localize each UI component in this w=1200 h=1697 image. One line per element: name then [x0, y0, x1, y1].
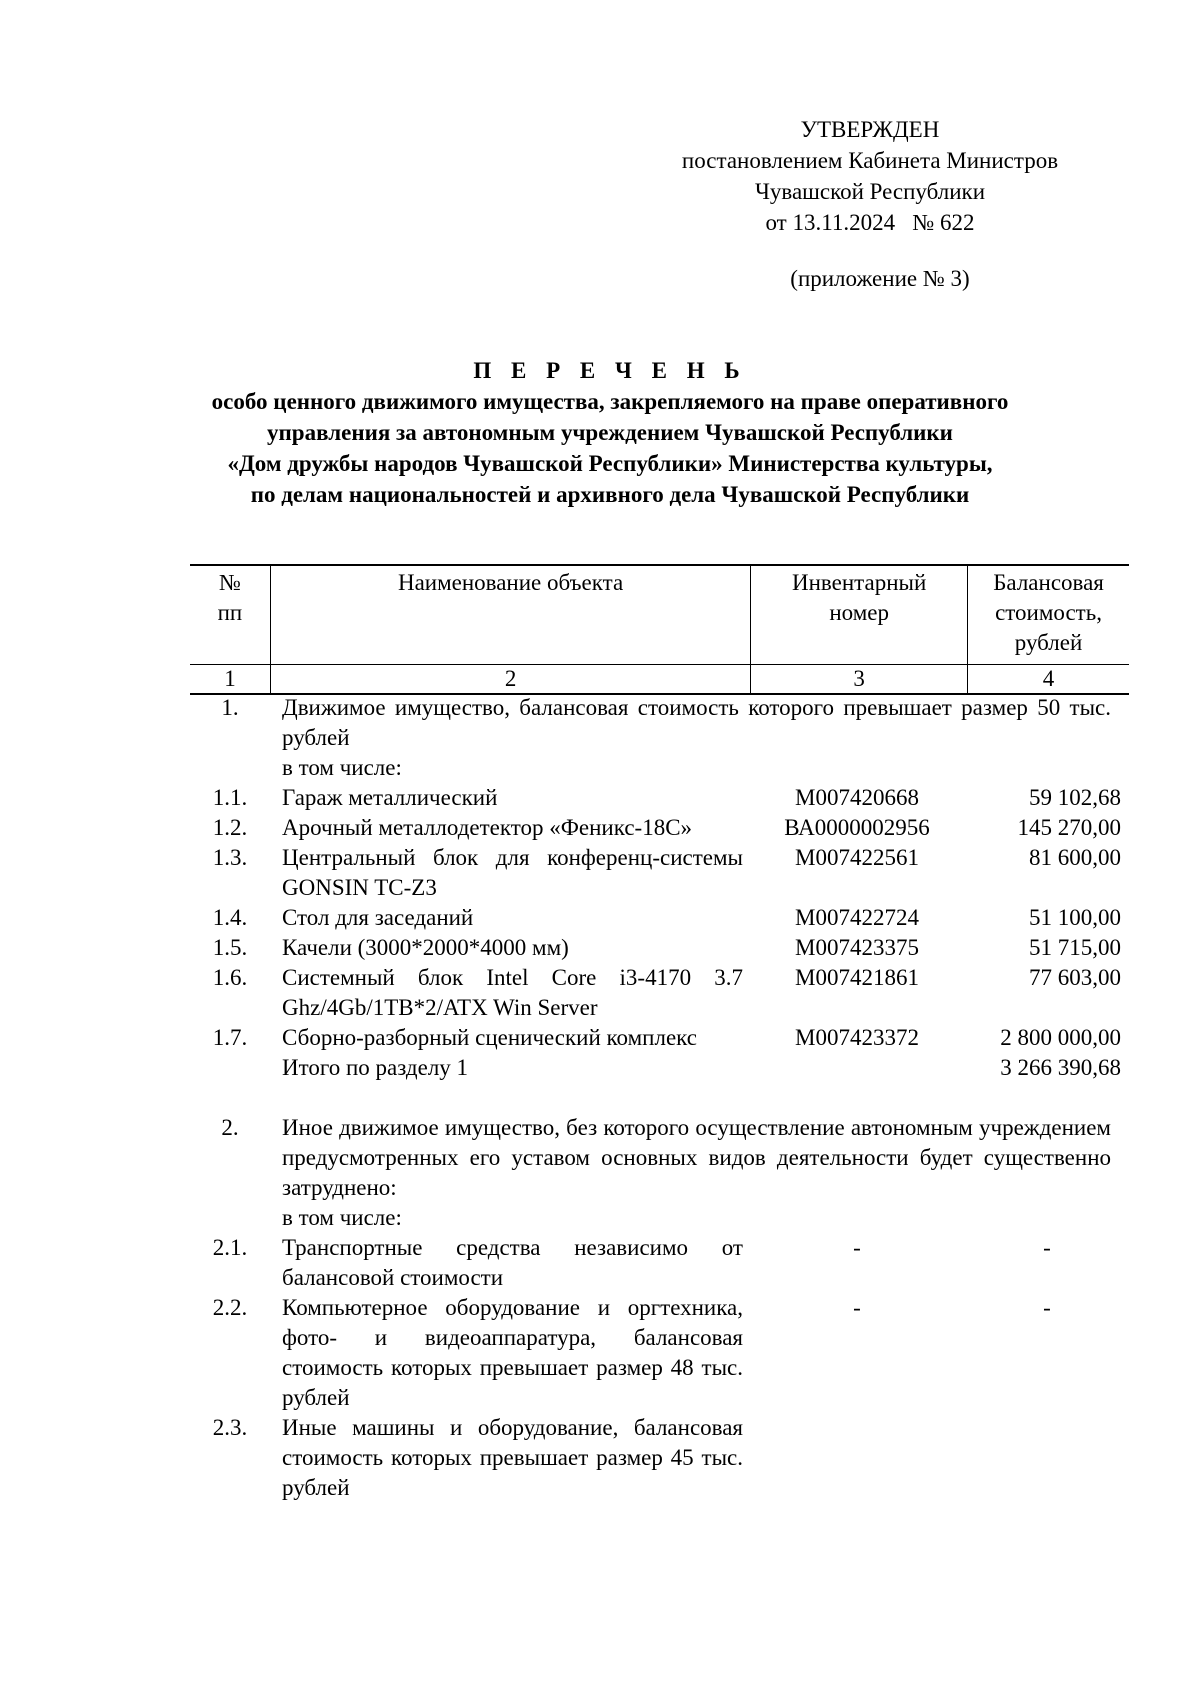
row-inventory: М007420668 — [795, 785, 919, 810]
approval-stamp — [620, 114, 1120, 294]
approval-line-2: постановлением Кабинета Министров — [681, 148, 1059, 173]
row-number: 1.6. — [212, 965, 248, 990]
table-body — [190, 693, 1129, 1503]
row-cost: 51 715,00 — [1029, 935, 1121, 960]
table-row — [190, 903, 1129, 933]
section-title: Иное движимое имущество, без которого осуществление автономным учреждением предусмотренных его уставом основных видов деятельности будет существенно затруднено: в том числе: — [282, 1115, 1111, 1230]
table-row — [190, 963, 1129, 1023]
section-number: 2. — [221, 1115, 239, 1140]
row-name: Компьютерное оборудование и оргтехника, фото- и видеоаппаратура, балансовая стоимость которых превышает размер 48 тыс. рублей — [282, 1295, 743, 1410]
title-line-4: по делам национальностей и архивного дела Чувашской Республики — [250, 482, 970, 507]
row-number: 2.3. — [212, 1415, 248, 1440]
row-name: Транспортные средства независимо от балансовой стоимости — [282, 1235, 743, 1290]
table-row — [190, 843, 1129, 903]
title-line-3: «Дом дружбы народов Чувашской Республики» Министерства культуры, — [227, 451, 993, 476]
table-row — [190, 1023, 1129, 1053]
row-inventory: ВА0000002956 — [784, 815, 930, 840]
header-cost: Балансовая стоимость, рублей — [968, 565, 1129, 665]
row-number: 2.1. — [212, 1235, 248, 1260]
row-number: 1.5. — [212, 935, 248, 960]
table-row — [190, 933, 1129, 963]
row-cost: 59 102,68 — [1029, 785, 1121, 810]
row-number: 1.3. — [212, 845, 248, 870]
row-number: 2.2. — [212, 1295, 248, 1320]
row-inventory: М007423372 — [795, 1025, 919, 1050]
title-main: П Е Р Е Ч Е Н Ь — [473, 358, 747, 383]
row-inventory: М007422561 — [795, 845, 919, 870]
section-2-row — [190, 1113, 1129, 1233]
row-cost: - — [1043, 1235, 1051, 1260]
column-number-2: 2 — [270, 665, 750, 695]
row-cost: 2 800 000,00 — [1000, 1025, 1121, 1050]
header-number: № пп — [190, 565, 270, 665]
title-line-2: управления за автономным учреждением Чувашской Республики — [267, 420, 953, 445]
table-row — [190, 1413, 1129, 1503]
row-cost: 81 600,00 — [1029, 845, 1121, 870]
table-row — [190, 813, 1129, 843]
section-number: 1. — [221, 695, 239, 720]
approval-line-4: от 13.11.2024 № 622 — [765, 210, 975, 235]
row-name: Системный блок Intel Core i3-4170 3.7 Ghz/4Gb/1TB*2/ATX Win Server — [282, 965, 743, 1020]
column-number-4: 4 — [968, 665, 1129, 695]
row-cost: 145 270,00 — [1017, 815, 1121, 840]
document-title — [140, 355, 1080, 510]
row-number: 1.1. — [212, 785, 248, 810]
title-line-1: особо ценного движимого имущества, закрепляемого на праве оперативного — [211, 389, 1009, 414]
section-title: Движимое имущество, балансовая стоимость которого превышает размер 50 тыс. рублей в том числе: — [282, 695, 1111, 780]
table-row — [190, 1293, 1129, 1413]
total-label: Итого по разделу 1 — [282, 1055, 469, 1080]
row-number: 1.7. — [212, 1025, 248, 1050]
row-name: Арочный металлодетектор «Феникс-18С» — [282, 815, 693, 840]
section-1-row — [190, 693, 1129, 783]
row-name: Центральный блок для конференц-системы GONSIN TC-Z3 — [282, 845, 743, 900]
approval-line-1: УТВЕРЖДЕН — [800, 117, 940, 142]
row-cost: 51 100,00 — [1029, 905, 1121, 930]
row-inventory: М007423375 — [795, 935, 919, 960]
section-1-total-row — [190, 1053, 1129, 1083]
row-name: Иные машины и оборудование, балансовая стоимость которых превышает размер 45 тыс. рублей — [282, 1415, 743, 1500]
table-row — [190, 1233, 1129, 1293]
row-number: 1.4. — [212, 905, 248, 930]
header-name: Наименование объекта — [270, 565, 750, 665]
row-inventory: - — [853, 1235, 861, 1260]
row-name: Стол для заседаний — [282, 905, 474, 930]
row-cost: 77 603,00 — [1029, 965, 1121, 990]
row-name: Гараж металлический — [282, 785, 498, 810]
row-name: Сборно-разборный сценический комплекс — [282, 1025, 697, 1050]
row-inventory: М007421861 — [795, 965, 919, 990]
row-cost: - — [1043, 1295, 1051, 1320]
column-number-3: 3 — [751, 665, 968, 695]
total-value: 3 266 390,68 — [1000, 1055, 1121, 1080]
approval-line-3: Чувашской Республики — [754, 179, 986, 204]
row-name: Качели (3000*2000*4000 мм) — [282, 935, 569, 960]
column-number-1: 1 — [190, 665, 270, 695]
header-inventory: Инвентарный номер — [751, 565, 968, 665]
table-row — [190, 783, 1129, 813]
row-inventory: М007422724 — [795, 905, 919, 930]
annex-label: (приложение № 3) — [790, 266, 970, 291]
row-cost — [965, 1413, 1129, 1503]
row-number: 1.2. — [212, 815, 248, 840]
row-inventory — [749, 1413, 965, 1503]
row-inventory: - — [853, 1295, 861, 1320]
table-header — [190, 564, 1129, 695]
